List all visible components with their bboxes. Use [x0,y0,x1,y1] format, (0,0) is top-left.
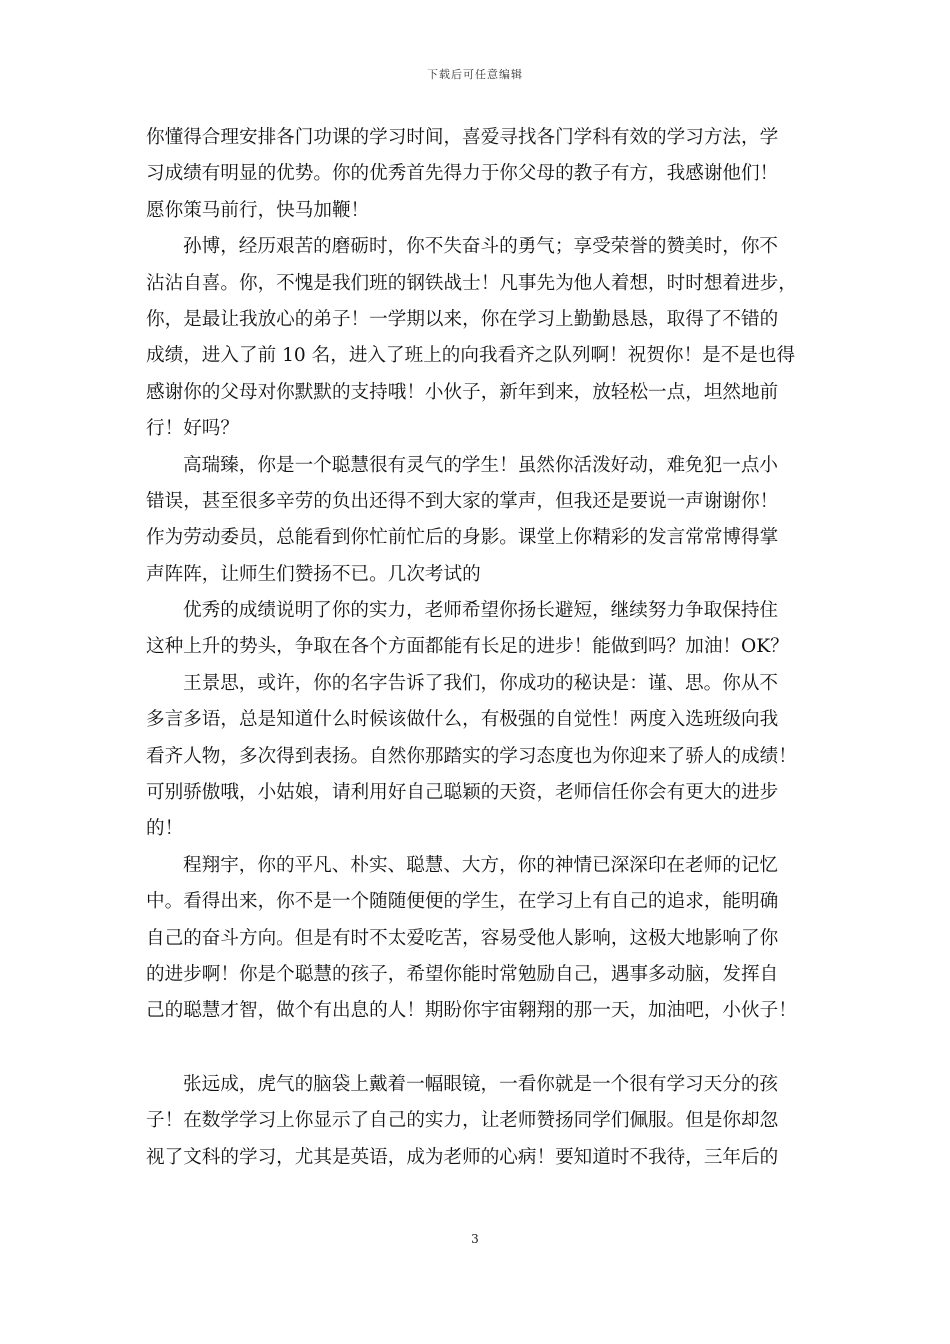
text-line: 程翔宇，你的平凡、朴实、聪慧、大方，你的神情已深深印在老师的记忆 [183,854,779,876]
text-line: 这种上升的势头，争取在各个方面都能有长足的进步！能做到吗？加油！OK？ [146,636,789,658]
paragraph [146,666,826,848]
text-line: 错误，甚至很多辛劳的负出还得不到大家的掌声，但我还是要说一声谢谢你！ [146,490,779,512]
text-line: 优秀的成绩说明了你的实力，老师希望你扬长避短，继续努力争取保持住 [183,600,779,622]
text-line: 中。看得出来，你不是一个随随便便的学生，在学习上有自己的追求，能明确 [146,891,779,913]
paragraph [146,229,826,447]
page-header: 下载后可任意编辑 [427,68,523,81]
paragraph-spacer [146,1030,826,1067]
paragraph [146,593,826,666]
text-line: 成绩，进入了前 10 名，进入了班上的向我看齐之队列啊！祝贺你！是不是也得 [146,345,796,367]
text-line: 看齐人物，多次得到表扬。自然你那踏实的学习态度也为你迎来了骄人的成绩！ [146,745,797,767]
text-line: 张远成，虎气的脑袋上戴着一幅眼镜，一看你就是一个很有学习天分的孩 [183,1073,779,1095]
text-line: 你懂得合理安排各门功课的学习时间，喜爱寻找各门学科有效的学习方法，学 [146,127,779,148]
text-line: 可别骄傲哦，小姑娘，请利用好自己聪颖的天资，老师信任你会有更大的进步 [146,782,779,804]
document-body [146,120,826,1176]
text-line: 愿你策马前行，快马加鞭！ [146,199,370,221]
text-line: 己的聪慧才智，做个有出息的人！期盼你宇宙翱翔的那一天，加油吧，小伙子！ [146,1000,797,1022]
text-line: 孙博，经历艰苦的磨砺时，你不失奋斗的勇气；享受荣誉的赞美时，你不 [183,236,779,258]
page-number: 3 [471,1232,479,1246]
text-line: 习成绩有明显的优势。你的优秀首先得力于你父母的教子有方，我感谢他们！ [146,163,779,185]
text-line: 高瑞臻，你是一个聪慧很有灵气的学生！虽然你活泼好动，难免犯一点小 [183,454,779,476]
text-line: 声阵阵，让师生们赞扬不已。几次考试的 [146,563,481,585]
text-line: 行！好吗？ [146,418,239,440]
paragraph [146,848,826,1030]
text-line: 视了文科的学习，尤其是英语，成为老师的心病！要知道时不我待，三年后的 [146,1146,779,1168]
paragraph [146,120,826,229]
text-line: 你，是最让我放心的弟子！一学期以来，你在学习上勤勤恳恳，取得了不错的 [146,308,779,330]
text-line: 子！在数学学习上你显示了自己的实力，让老师赞扬同学们佩服。但是你却忽 [146,1110,779,1132]
paragraph [146,448,826,594]
text-line: 自己的奋斗方向。但是有时不太爱吃苦，容易受他人影响，这极大地影响了你 [146,927,779,949]
text-line: 的！ [146,818,184,840]
text-line: 感谢你的父母对你默默的支持哦！小伙子，新年到来，放轻松一点，坦然地前 [146,381,779,403]
text-line: 作为劳动委员，总能看到你忙前忙后的身影。课堂上你精彩的发言常常博得掌 [146,527,779,549]
text-line: 多言多语，总是知道什么时候该做什么，有极强的自觉性！两度入选班级向我 [146,709,779,731]
paragraph [146,1067,826,1176]
text-line: 的进步啊！你是个聪慧的孩子，希望你能时常勉励自己，遇事多动脑，发挥自 [146,963,779,985]
text-line: 王景思，或许，你的名字告诉了我们，你成功的秘诀是：谨、思。你从不 [183,672,779,694]
text-line: 沾沾自喜。你，不愧是我们班的钢铁战士！凡事先为他人着想，时时想着进步， [146,272,797,294]
